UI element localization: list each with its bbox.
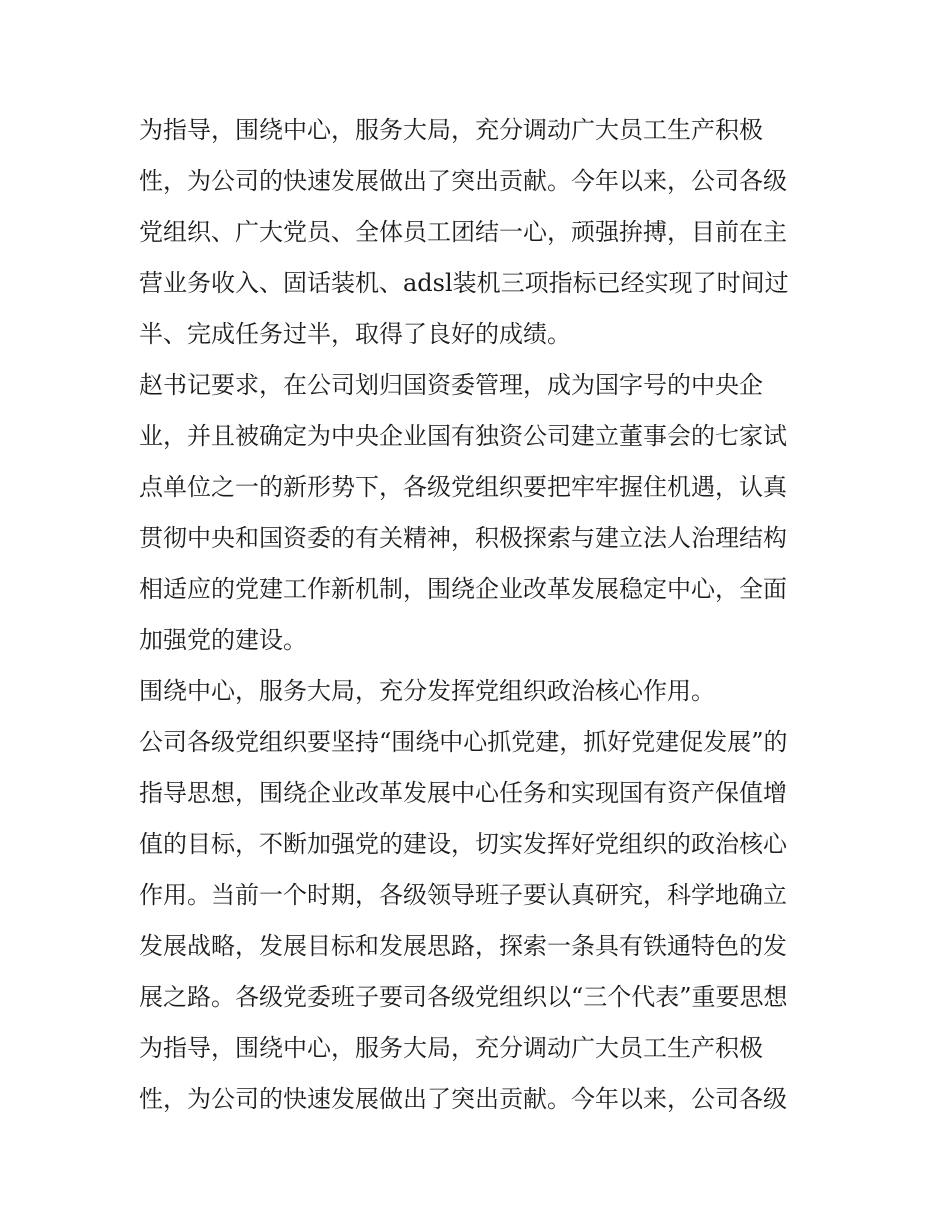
text-line: 贯彻中央和国资委的有关精神，积极探索与建立法人治理结构 bbox=[139, 524, 787, 552]
text-line: 作用。当前一个时期，各级领导班子要认真研究，科学地确立 bbox=[139, 881, 787, 909]
text-line: 指导思想，围绕企业改革发展中心任务和实现国有资产保值增 bbox=[139, 779, 787, 807]
text-line: 公司各级党组织要坚持“围绕中心抓党建，抓好党建促发展”的 bbox=[139, 728, 788, 756]
document-body bbox=[139, 105, 819, 1125]
text-line: 党组织、广大党员、全体员工团结一心，顽强拚搏，目前在主 bbox=[139, 218, 787, 246]
text-line: 加强党的建设。 bbox=[139, 626, 307, 654]
text-line: 为指导，围绕中心，服务大局，充分调动广大员工生产积极 bbox=[139, 116, 763, 144]
text-line: 赵书记要求，在公司划归国资委管理，成为国字号的中央企 bbox=[139, 371, 763, 399]
text-line: 营业务收入、固话装机、adsl装机三项指标已经实现了时间过 bbox=[139, 269, 789, 297]
text-line: 性，为公司的快速发展做出了突出贡献。今年以来，公司各级 bbox=[139, 1085, 787, 1113]
text-line: 相适应的党建工作新机制，围绕企业改革发展稳定中心，全面 bbox=[139, 575, 787, 603]
text-line: 围绕中心，服务大局，充分发挥党组织政治核心作用。 bbox=[139, 677, 715, 705]
paragraph-1 bbox=[139, 105, 819, 360]
paragraph-4 bbox=[139, 717, 819, 1125]
text-line: 值的目标，不断加强党的建设，切实发挥好党组织的政治核心 bbox=[139, 830, 787, 858]
text-line: 展之路。各级党委班子要司各级党组织以“三个代表”重要思想 bbox=[139, 983, 788, 1011]
text-line: 业，并且被确定为中央企业国有独资公司建立董事会的七家试 bbox=[139, 422, 787, 450]
text-line: 半、完成任务过半，取得了良好的成绩。 bbox=[139, 320, 571, 348]
text-line: 点单位之一的新形势下，各级党组织要把牢牢握住机遇，认真 bbox=[139, 473, 787, 501]
text-line: 为指导，围绕中心，服务大局，充分调动广大员工生产积极 bbox=[139, 1034, 763, 1062]
text-line: 性，为公司的快速发展做出了突出贡献。今年以来，公司各级 bbox=[139, 167, 787, 195]
paragraph-3 bbox=[139, 666, 819, 717]
paragraph-2 bbox=[139, 360, 819, 666]
text-line: 发展战略，发展目标和发展思路，探索一条具有铁通特色的发 bbox=[139, 932, 787, 960]
